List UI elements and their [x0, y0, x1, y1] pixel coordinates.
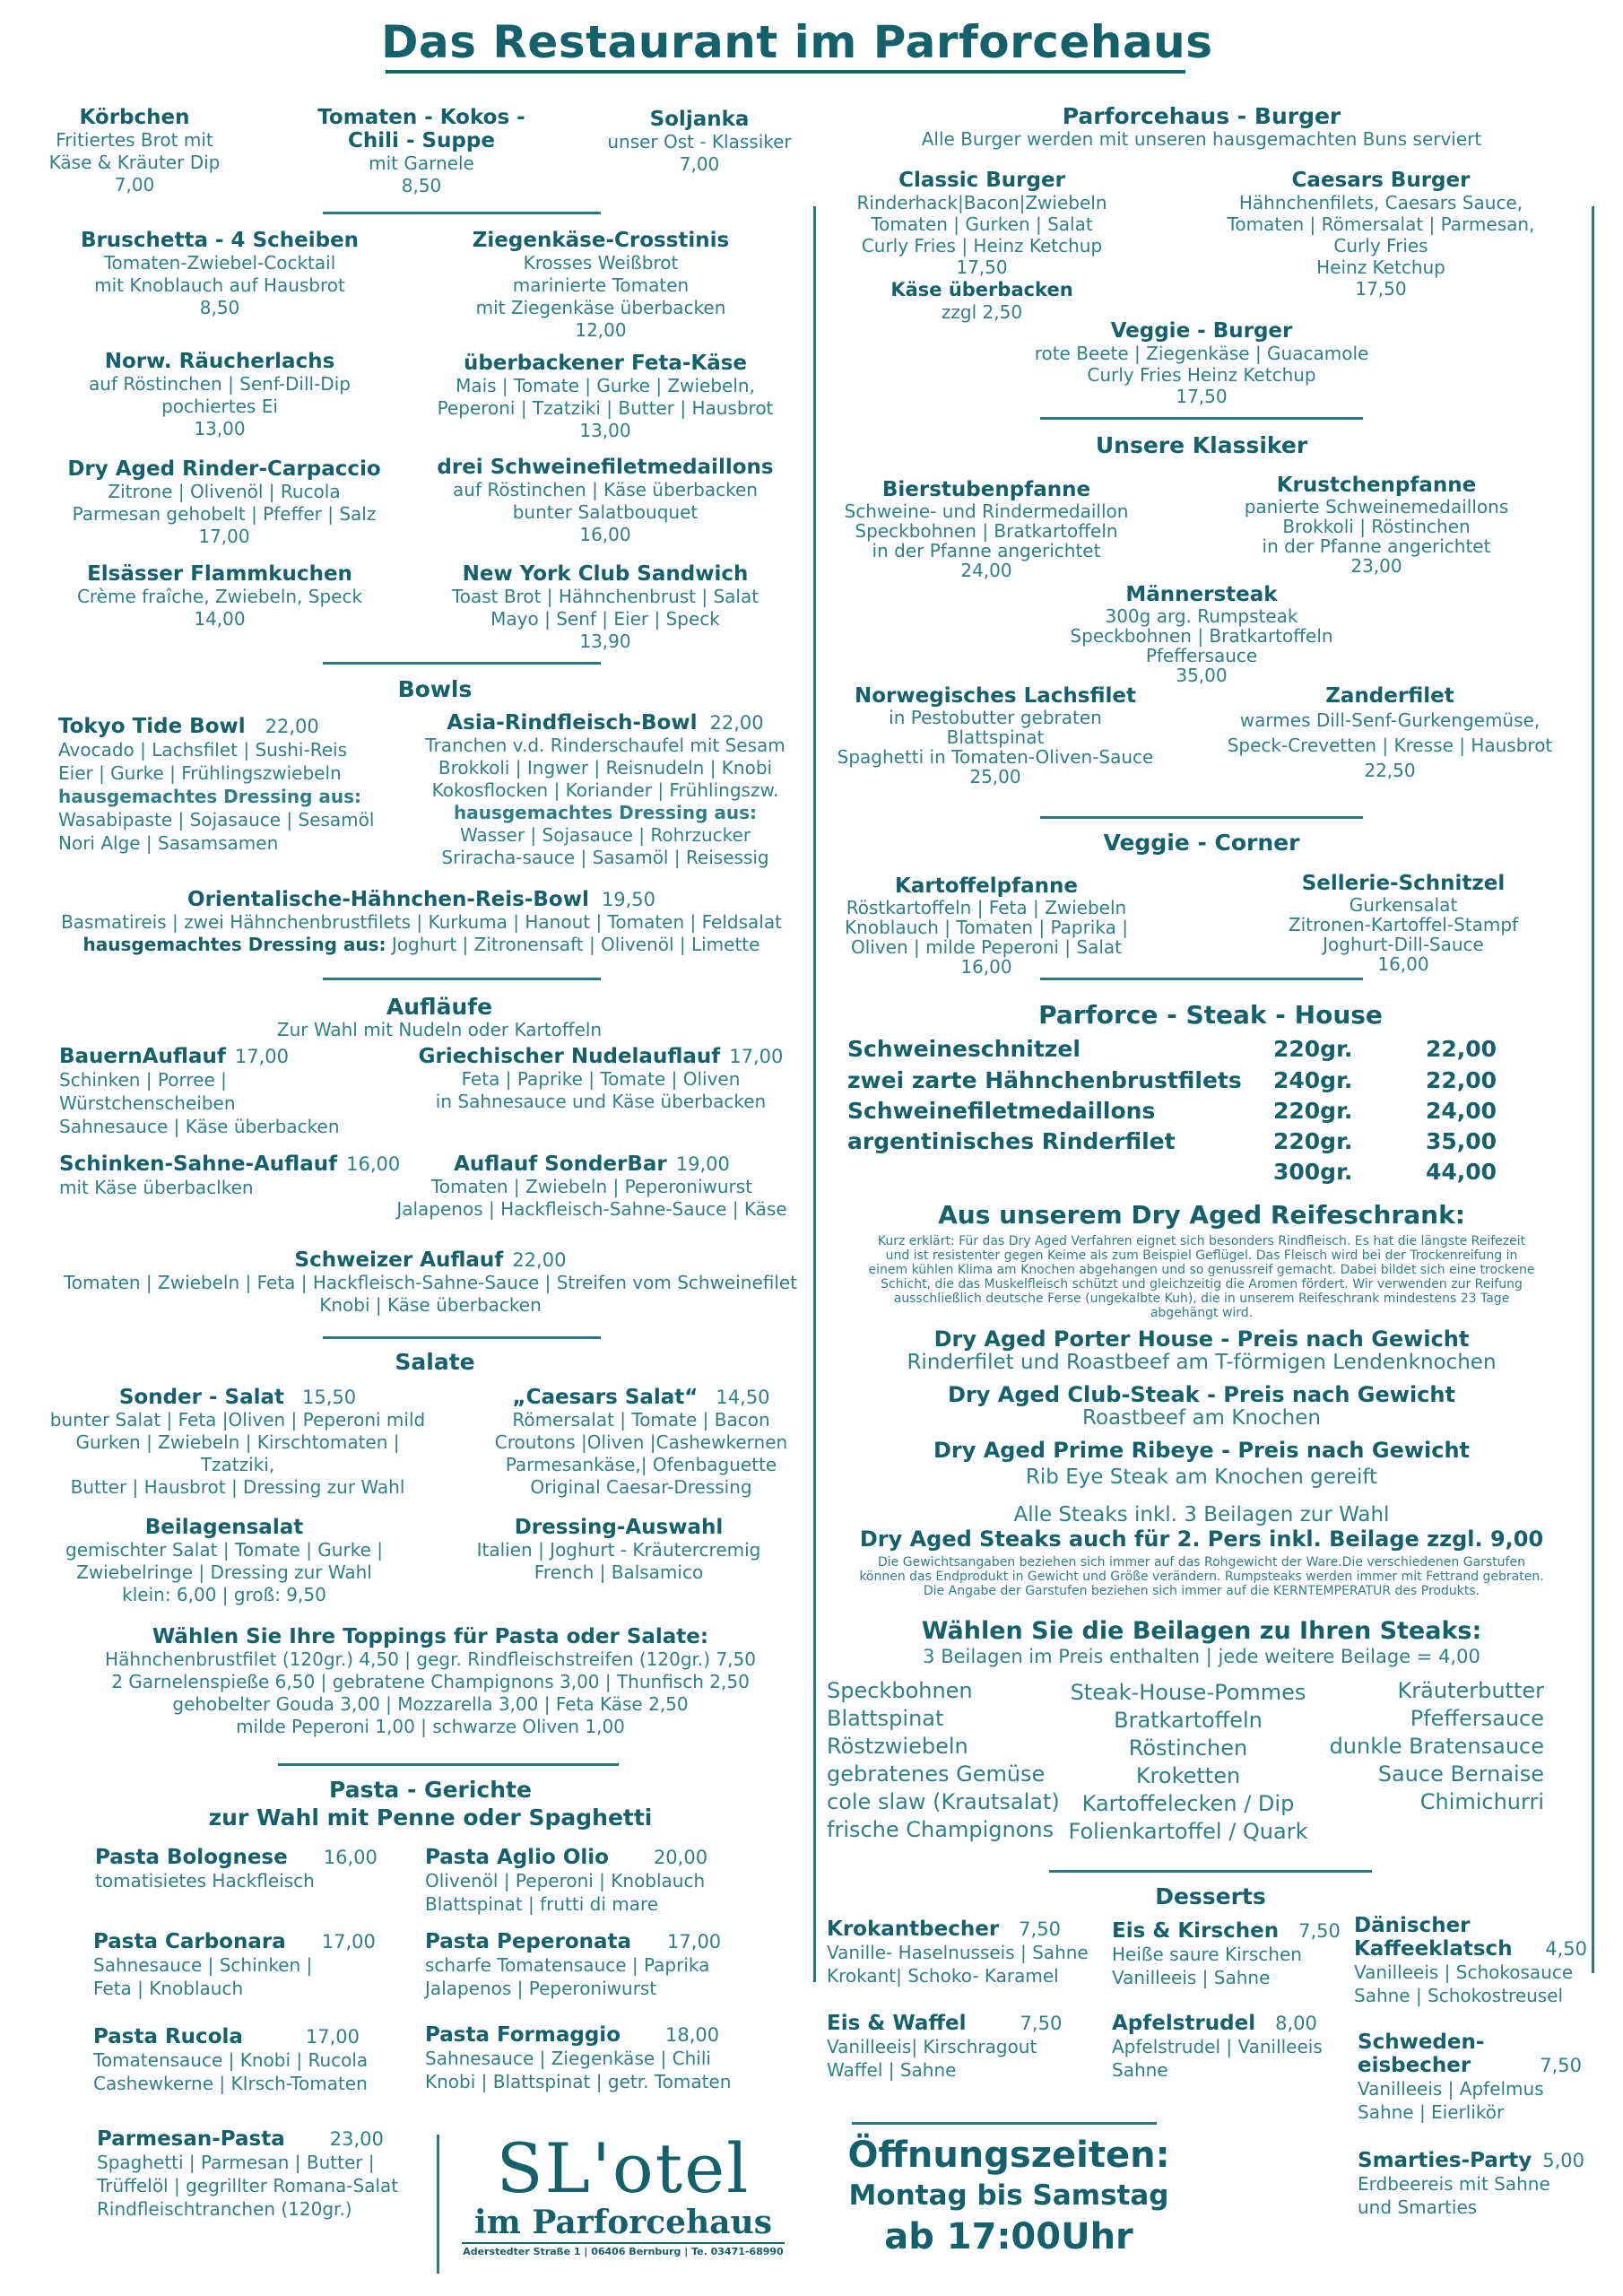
- steak-name: Schweineschnitzel: [847, 1036, 1081, 1062]
- item-price: 7,50: [1540, 2055, 1582, 2076]
- column-divider-left: [813, 206, 816, 1982]
- item-desc: Crème fraîche, Zwiebeln, Speck: [76, 586, 363, 607]
- item-desc: Roastbeef am Knochen: [1082, 1406, 1321, 1430]
- menu-item-sellerie-schnitzel: [1255, 872, 1551, 974]
- item-name: überbackener Feta-Käse: [463, 352, 748, 375]
- item-desc: Rinderfilet und Roastbeef am T-förmigen Lendenknochen: [907, 1351, 1497, 1374]
- item-name: Schweden- eisbecher: [1358, 2031, 1485, 2077]
- item-desc: Heiße saure Kirschen Vanilleeis | Sahne: [1112, 1944, 1302, 1988]
- section-rule: [1049, 1870, 1372, 1873]
- item-name: Soljanka: [649, 108, 750, 131]
- menu-item-dressing-auswahl: [457, 1516, 780, 1584]
- menu-item-pasta-peperonata: [425, 1930, 802, 2000]
- dessert-krokantbecher: [827, 1918, 1114, 1987]
- section-rule: [323, 212, 601, 214]
- dryaged-fineprint: Die Gewichtsangaben beziehen sich immer auf das Rohgewicht der Ware.Die verschiedenen Garstufen können das Endprodukt in Gewicht und Größe verändern. Rumpsteaks werden immer mit Fettrand gebraten. Die Angabe der Garstufen beziehen sich immer auf die KERNTEMPERATUR des Produkts.: [859, 1555, 1544, 1598]
- page-title: Das Restaurant im Parforcehaus: [381, 16, 1213, 68]
- item-name: Apfelstrudel: [1112, 2012, 1256, 2035]
- logo-subtitle: im Parforcehaus: [474, 2204, 772, 2241]
- menu-item-pasta-formaggio: [425, 2023, 802, 2093]
- item-price: 14,00: [194, 608, 246, 630]
- menu-item-bauernauflauf: [59, 1045, 400, 1138]
- item-price: 16,00: [579, 524, 631, 545]
- beilagen-heading: Wählen Sie die Beilagen zu Ihren Steaks:: [921, 1617, 1482, 1645]
- item-desc: Zitrone | Olivenöl | Rucola Parmesan gehobelt | Pfeffer | Salz: [72, 481, 377, 525]
- steak-row-price: 22,00: [1426, 1036, 1497, 1062]
- item-price: 22,00: [512, 1249, 567, 1271]
- section-rule: [1040, 816, 1363, 819]
- item-name: Männersteak: [1125, 583, 1278, 606]
- item-desc: Rib Eye Steak am Knochen gereift: [1025, 1465, 1378, 1489]
- note-beilagen: Alle Steaks inkl. 3 Beilagen zur Wahl: [1013, 1503, 1390, 1526]
- item-desc: Sahnesauce | Ziegenkäse | Chili Knobi | Blattspinat | getr. Tomaten: [425, 2048, 732, 2092]
- item-desc: Vanilleeis| Kirschragout Waffel | Sahne: [827, 2036, 1037, 2081]
- steak-name: argentinisches Rinderfilet: [847, 1128, 1176, 1154]
- item-name: Bierstubenpfanne: [881, 478, 1091, 501]
- beilagen-col-2: Steak-House-Pommes Bratkartoffeln Röstinchen Kroketten Kartoffelecken / Dip Folienkartoffel / Quark: [1068, 1680, 1308, 1844]
- item-name: Dressing-Auswahl: [514, 1516, 724, 1539]
- menu-item-pasta-carbonara: [93, 1930, 416, 2000]
- item-name: Sellerie-Schnitzel: [1301, 872, 1506, 895]
- steak-row-price: 44,00: [1426, 1159, 1497, 1185]
- item-price: 7,00: [679, 153, 720, 175]
- item-desc: Tranchen v.d. Rinderschaufel mit Sesam Brokkoli | Ingwer | Reisnudeln | Knobi Kokosflocken | Koriander | Frühlingszw.: [425, 735, 785, 801]
- item-name: Schweizer Auflauf: [294, 1248, 504, 1272]
- item-price: 7,00: [114, 174, 155, 196]
- menu-item-ziegenkaese: [430, 229, 771, 342]
- steak-row-weight: 220gr.: [1273, 1098, 1353, 1124]
- item-desc: Schinken | Porree | Würstchenscheiben Sahnesauce | Käse überbacken: [59, 1069, 340, 1137]
- item-name: Pasta Aglio Olio: [425, 1846, 609, 1869]
- logo-address: Aderstedter Straße 1 | 06406 Bernburg | Te. 03471-68990: [462, 2242, 785, 2257]
- item-name: Kartoffelpfanne: [895, 874, 1078, 898]
- item-name: Tokyo Tide Bowl: [58, 715, 246, 738]
- item-desc: Feta | Paprike | Tomate | Oliven in Sahnesauce und Käse überbacken: [435, 1068, 767, 1112]
- dryaged-clubsteak: [834, 1383, 1569, 1431]
- menu-item-caesars-salat: [493, 1386, 789, 1499]
- menu-item-pasta-aglio: [425, 1846, 802, 1916]
- item-name: Classic Burger: [898, 169, 1065, 192]
- item-price: 23,00: [1350, 555, 1402, 577]
- dessert-eis-waffel: [827, 2012, 1096, 2082]
- menu-item-kartoffelpfanne: [829, 874, 1143, 977]
- steak-row-weight: 220gr.: [1273, 1128, 1353, 1154]
- logo-brand: SL'otel: [496, 2128, 751, 2208]
- dessert-schwedeneisbecher: [1358, 2031, 1582, 2124]
- item-name: Orientalische-Hähnchen-Reis-Bowl: [187, 888, 589, 911]
- item-name: Pasta Rucola: [93, 2025, 243, 2048]
- section-subtitle: Zur Wahl mit Nudeln oder Kartoffeln: [276, 1019, 603, 1040]
- menu-item-schweizer-auflauf: [54, 1248, 807, 1317]
- section-subtitle: zur Wahl mit Penne oder Spaghetti: [208, 1805, 653, 1831]
- section-subtitle: Alle Burger werden mit unseren hausgemachten Buns serviert: [921, 128, 1482, 150]
- dryaged-ribeye: [834, 1439, 1569, 1493]
- title-underline: [386, 70, 1185, 74]
- item-name: „Caesars Salat“: [512, 1386, 699, 1409]
- item-desc: Erdbeereis mit Sahne und Smarties: [1358, 2173, 1550, 2218]
- item-name: Pasta Carbonara: [93, 1930, 286, 1953]
- item-desc: Tomaten | Zwiebeln | Peperoniwurst Jalapenos | Hackfleisch-Sahne-Sauce | Käse: [396, 1176, 787, 1220]
- dressing-desc: Joghurt | Zitronensaft | Olivenöl | Limette: [391, 934, 760, 955]
- item-price: 17,50: [956, 257, 1008, 278]
- item-name: drei Schweinefiletmedaillons: [437, 456, 774, 479]
- item-price: 17,00: [729, 1046, 784, 1067]
- dessert-kaffeeklatsch: [1354, 1914, 1587, 2007]
- section-heading-dryaged: Aus unserem Dry Aged Reifeschrank:: [938, 1200, 1465, 1230]
- item-price: 7,50: [1019, 1918, 1061, 1940]
- dessert-eis-kirschen: [1112, 1919, 1345, 1989]
- item-price: 4,50: [1545, 1938, 1587, 1960]
- dryaged-note: [834, 1503, 1569, 1551]
- item-desc: Fritiertes Brot mit Käse & Kräuter Dip: [48, 129, 221, 173]
- extra-price: zzgl 2,50: [941, 301, 1023, 323]
- item-name: Norwegisches Lachsfilet: [855, 684, 1136, 708]
- item-price: 18,00: [665, 2024, 720, 2046]
- steak-row-price: 35,00: [1426, 1128, 1497, 1154]
- menu-item-maennersteak: [1031, 583, 1372, 685]
- item-price: 22,00: [709, 712, 764, 734]
- item-price: 5,00: [1542, 2150, 1584, 2171]
- item-desc: bunter Salat | Feta |Oliven | Peperoni mild Gurken | Zwiebeln | Kirschtomaten | Tzatziki, Butter | Hausbrot | Dressing zur Wahl: [49, 1409, 426, 1498]
- beilagen-subtitle: 3 Beilagen im Preis enthalten | jede weitere Beilage = 4,00: [923, 1646, 1480, 1667]
- section-title: Parforcehaus - Burger: [1062, 103, 1341, 129]
- opening-rule: [852, 2122, 1157, 2125]
- steak-row-price: 24,00: [1426, 1098, 1497, 1124]
- item-price: 25,00: [969, 766, 1021, 787]
- item-price: 22,50: [1364, 760, 1416, 781]
- item-desc: mit Garnele: [369, 152, 474, 174]
- menu-item-medaillons: [421, 456, 789, 546]
- menu-item-auflauf-sonderbar: [386, 1152, 798, 1221]
- menu-item-sandwich: [430, 562, 780, 653]
- item-name: Eis & Kirschen: [1112, 1919, 1280, 1943]
- opening-time: ab 17:00Uhr: [884, 2216, 1133, 2257]
- menu-item-carpaccio: [49, 457, 399, 548]
- item-desc: Olivenöl | Peperoni | Knoblauch Blattspinat | frutti di mare: [425, 1870, 706, 1915]
- dressing-label: hausgemachtes Dressing aus:: [58, 786, 362, 807]
- item-desc: Mais | Tomate | Gurke | Zwiebeln, Peperoni | Tzatziki | Butter | Hausbrot: [437, 375, 774, 419]
- item-desc: 300g arg. Rumpsteak Speckbohnen | Bratkartoffeln Pfeffersauce: [1070, 605, 1333, 666]
- item-price: 7,50: [1298, 1920, 1341, 1942]
- item-price: 12,00: [575, 319, 627, 341]
- opening-hours: [834, 2122, 1184, 2260]
- item-price: 19,50: [601, 889, 655, 910]
- item-price: 22,00: [265, 716, 319, 737]
- steak-row: [847, 1128, 1176, 1154]
- dressing-label: hausgemachtes Dressing aus:: [453, 802, 758, 823]
- menu-item-classic-burger: [838, 169, 1125, 323]
- steak-row-weight: 300gr.: [1273, 1159, 1353, 1185]
- menu-item-schinken-sahne-auflauf: [59, 1152, 418, 1199]
- item-desc: Tomatensauce | Knobi | Rucola Cashewkerne | KIrsch-Tomaten: [93, 2049, 369, 2094]
- dessert-apfelstrudel: [1112, 2012, 1345, 2082]
- menu-item-lachs: [54, 350, 386, 440]
- item-price: 17,00: [305, 2026, 360, 2048]
- menu-item-beilagensalat: [54, 1516, 395, 1606]
- item-name: Sonder - Salat: [118, 1386, 285, 1409]
- item-price: 7,50: [1020, 2013, 1063, 2034]
- item-desc: mit Käse überbaclken: [59, 1177, 254, 1198]
- item-desc: tomatisietes Hackfleisch: [95, 1870, 315, 1892]
- steak-row-weight: 220gr.: [1273, 1036, 1353, 1062]
- item-name: Caesars Burger: [1291, 169, 1471, 192]
- beilagen-col-1: Speckbohnen Blattspinat Röstzwiebeln gebratenes Gemüse cole slaw (Krautsalat) frische Champignons: [827, 1678, 1060, 1842]
- item-name: Dänischer Kaffeeklatsch: [1354, 1914, 1513, 1961]
- dressing-label: hausgemachtes Dressing aus:: [82, 934, 386, 955]
- item-name: Dry Aged Club-Steak - Preis nach Gewicht: [948, 1382, 1455, 1407]
- item-desc: auf Röstinchen | Senf-Dill-Dip pochiertes Ei: [89, 373, 351, 417]
- section-heading-veggie: Veggie - Corner: [1103, 830, 1300, 856]
- menu-item-koerbchen: [36, 106, 233, 196]
- item-desc: Toast Brot | Hähnchenbrust | Salat Mayo | Senf | Eier | Speck: [451, 586, 759, 630]
- item-price: 24,00: [960, 560, 1012, 581]
- item-price: 13,90: [579, 631, 631, 652]
- item-price: 14,50: [716, 1387, 770, 1408]
- extra-name: Käse überbacken: [890, 279, 1073, 300]
- section-title: Pasta - Gerichte: [329, 1777, 532, 1803]
- item-name: Zanderfilet: [1325, 684, 1454, 708]
- steak-row: [847, 1067, 1242, 1093]
- section-heading-steakhouse: Parforce - Steak - House: [1038, 1000, 1383, 1030]
- item-name: Bruschetta - 4 Scheiben: [80, 229, 360, 252]
- item-desc: Spaghetti | Parmesan | Butter | Trüffelöl | gegrillter Romana-Salat Rindfleischtranchen (120gr.): [97, 2152, 399, 2220]
- item-desc: Italien | Joghurt - Kräutercremig French | Balsamico: [476, 1539, 761, 1583]
- menu-item-bierstubenpfanne: [838, 478, 1134, 580]
- menu-item-tokyo-bowl: [58, 715, 399, 855]
- item-desc: rote Beete | Ziegenkäse | Guacamole Curly Fries Heinz Ketchup: [1034, 343, 1369, 386]
- section-heading-auflaeufe: [224, 994, 655, 1039]
- section-heading-burger: [852, 103, 1551, 149]
- item-price: 15,50: [302, 1387, 357, 1408]
- item-name: BauernAuflauf: [59, 1045, 226, 1068]
- beilagen-heading-block: [834, 1617, 1569, 1668]
- section-heading-pasta: [135, 1776, 726, 1831]
- item-desc: Rinderhack|Bacon|Zwiebeln Tomaten | Gurken | Salat Curly Fries | Heinz Ketchup: [856, 192, 1107, 257]
- steak-row: [847, 1036, 1081, 1062]
- dryaged-porterhouse: [834, 1327, 1569, 1375]
- item-desc: unser Ost - Klassiker: [607, 131, 792, 152]
- toppings-block: [54, 1625, 807, 1738]
- menu-item-sonder-salat: [49, 1386, 426, 1499]
- item-name: Asia-Rindfleisch-Bowl: [447, 711, 698, 735]
- item-desc: Hähnchenfilets, Caesars Sauce, Tomaten | Römersalat | Parmesan, Curly Fries Heinz Ketchup: [1227, 192, 1535, 278]
- item-name: Pasta Bolognese: [95, 1846, 288, 1869]
- menu-item-bruschetta: [54, 229, 386, 319]
- item-desc: Gurkensalat Zitronen-Kartoffel-Stampf Joghurt-Dill-Sauce: [1288, 894, 1519, 955]
- item-desc: auf Röstinchen | Käse überbacken bunter Salatbouquet: [453, 479, 758, 523]
- item-name: Krokantbecher: [827, 1918, 1000, 1941]
- dryaged-explanation: Kurz erklärt: Für das Dry Aged Verfahren eignet sich besonders Rindfleisch. Es hat die längste Reifezeit und ist resistenter gegen Keime als zum Beispiel Geflügel. Das Fleisch wird bei der Trockenreifung in einem kühlen Klima am Knochen abgehangen und so genussreif gemacht. Dabei bildet sich eine trockene Schicht, die das Muskelfleisch schützt und gleichzeitig die Aromen fördert. Wir verwenden zur Reifung ausschließlich deutsche Ferse (ungekalbte Kuh), die in unserem Reifeschrank mindestens 23 Tage abgehängt wird.: [868, 1234, 1535, 1320]
- steak-row-weight: 240gr.: [1273, 1067, 1353, 1093]
- item-desc: Krosses Weißbrot marinierte Tomaten mit Ziegenkäse überbacken: [475, 252, 726, 318]
- item-desc: in Pestobutter gebraten Blattspinat Spaghetti in Tomaten-Oliven-Sauce: [837, 707, 1154, 768]
- item-price: 19,00: [675, 1153, 730, 1175]
- menu-item-soljanka: [592, 108, 807, 176]
- menu-item-zanderfilet: [1206, 684, 1574, 783]
- item-name: Beilagensalat: [144, 1516, 304, 1539]
- section-heading-salate: Salate: [395, 1349, 475, 1375]
- section-rule: [278, 1763, 619, 1766]
- section-heading-bowls: Bowls: [397, 676, 473, 702]
- item-desc: Schweine- und Rindermedaillon Speckbohnen | Bratkartoffeln in der Pfanne angerichtet: [844, 500, 1129, 561]
- item-desc: Röstkartoffeln | Feta | Zwiebeln Knoblauch | Tomaten | Paprika | Oliven | milde Peperoni | Salat: [845, 897, 1128, 958]
- menu-item-caesars-burger: [1211, 169, 1551, 300]
- item-name: Dry Aged Porter House - Preis nach Gewicht: [933, 1326, 1470, 1352]
- steak-name: Schweinefiletmedaillons: [847, 1098, 1156, 1124]
- steak-row: [847, 1098, 1155, 1124]
- item-desc: Vanilleeis | Apfelmus Sahne | Eierlikör: [1358, 2078, 1544, 2123]
- steak-row-price: 22,00: [1426, 1067, 1497, 1093]
- item-price: 16,00: [323, 1847, 378, 1868]
- item-desc: Apfelstrudel | Vanilleeis Sahne: [1112, 2036, 1323, 2081]
- item-name: Griechischer Nudelauflauf: [418, 1045, 721, 1068]
- item-price: 17,00: [234, 1046, 289, 1067]
- item-price: 17,50: [1355, 278, 1407, 300]
- note-zwei-personen: Dry Aged Steaks auch für 2. Pers inkl. Beilage zzgl. 9,00: [859, 1526, 1544, 1552]
- menu-item-veggie-burger: [1004, 319, 1399, 407]
- beilagen-col-3: Kräuterbutter Pfeffersauce dunkle Bratensauce Sauce Bernaise Chimichurri: [1329, 1678, 1544, 1814]
- opening-days: Montag bis Samstag: [848, 2179, 1169, 2212]
- item-name: Schinken-Sahne-Auflauf: [59, 1152, 338, 1176]
- item-desc: gemischter Salat | Tomate | Gurke | Zwiebelringe | Dressing zur Wahl klein: 6,00 | groß: 9,50: [65, 1539, 383, 1605]
- section-rule: [323, 1336, 601, 1339]
- item-name: Dry Aged Prime Ribeye - Preis nach Gewicht: [933, 1438, 1471, 1463]
- item-price: 23,00: [329, 2128, 384, 2150]
- dressing-desc: Wasser | Sojasauce | Rohrzucker Sriracha-sauce | Sasamöl | Reisessig: [441, 824, 769, 868]
- section-rule: [323, 978, 601, 980]
- item-price: 20,00: [653, 1847, 708, 1868]
- item-desc: scharfe Tomatensauce | Paprika Jalapenos | Peperoniwurst: [425, 1954, 710, 1999]
- section-title: Aufläufe: [386, 994, 493, 1020]
- item-price: 8,50: [199, 297, 240, 318]
- item-name: Auflauf SonderBar: [454, 1152, 667, 1176]
- item-price: 16,00: [346, 1153, 401, 1175]
- item-price: 8,00: [1275, 2013, 1317, 2034]
- menu-item-flammkuchen: [54, 562, 386, 631]
- menu-item-pasta-rucola: [93, 2025, 416, 2095]
- steak-name: zwei zarte Hähnchenbrustfilets: [847, 1067, 1242, 1093]
- section-rule: [323, 662, 601, 665]
- menu-item-krustchenpfanne: [1228, 474, 1524, 576]
- menu-item-suppe: [296, 106, 547, 197]
- item-name: Pasta Formaggio: [425, 2023, 621, 2047]
- item-price: 17,00: [198, 526, 250, 547]
- item-price: 17,00: [321, 1931, 376, 1952]
- item-desc: Basmatireis | zwei Hähnchenbrustfilets | Kurkuma | Hanout | Tomaten | Feldsalat: [61, 911, 782, 933]
- item-name: Eis & Waffel: [827, 2012, 967, 2035]
- item-name: Tomaten - Kokos - Chili - Suppe: [317, 106, 525, 152]
- dessert-smarties: [1358, 2149, 1591, 2219]
- item-price: 8,50: [401, 175, 442, 196]
- item-name: Ziegenkäse-Crosstinis: [472, 229, 730, 252]
- item-price: 13,00: [579, 420, 631, 441]
- menu-item-orient-bowl: [45, 888, 798, 956]
- section-heading-klassiker: Unsere Klassiker: [1095, 432, 1308, 458]
- menu-item-pasta-bolognese: [95, 1846, 418, 1892]
- item-name: Veggie - Burger: [1110, 319, 1293, 343]
- item-desc: Vanilleeis | Schokosauce Sahne | Schokostreusel: [1354, 1961, 1574, 2006]
- menu-item-griechischer-auflauf: [412, 1045, 789, 1113]
- item-desc: Sahnesauce | Schinken | Feta | Knoblauch: [93, 1954, 313, 1999]
- item-desc: Vanille- Haselnusseis | Sahne Krokant| Schoko- Karamel: [827, 1942, 1089, 1987]
- menu-item-lachsfilet: [829, 684, 1161, 787]
- item-name: Krustchenpfanne: [1276, 474, 1477, 497]
- item-name: Elsässer Flammkuchen: [87, 562, 352, 586]
- item-price: 16,00: [960, 956, 1012, 978]
- toppings-heading: Wählen Sie Ihre Toppings für Pasta oder Salate:: [152, 1625, 709, 1648]
- item-price: 13,00: [194, 418, 246, 439]
- section-rule: [1040, 417, 1363, 420]
- item-desc: Tomaten-Zwiebel-Cocktail mit Knoblauch auf Hausbrot: [94, 252, 345, 296]
- item-name: Parmesan-Pasta: [97, 2127, 285, 2151]
- item-name: Körbchen: [79, 106, 190, 129]
- item-desc: warmes Dill-Senf-Gurkengemüse, Speck-Crevetten | Kresse | Hausbrot: [1227, 709, 1553, 756]
- item-price: 17,00: [667, 1931, 722, 1952]
- column-divider-right: [1592, 206, 1594, 1973]
- item-name: Pasta Peperonata: [425, 1930, 632, 1953]
- section-heading-desserts: Desserts: [1155, 1883, 1266, 1909]
- menu-item-parmesan-pasta: [97, 2127, 420, 2221]
- section-rule: [1040, 978, 1363, 980]
- toppings-desc: Hähnchenbrustfilet (120gr.) 4,50 | gegr. Rindfleischstreifen (120gr.) 7,50 2 Garnelenspieße 6,50 | gebratene Champignons 3,00 | Thunfisch 2,50 gehobelter Gouda 3,00 | Mozzarella 3,00 | Feta Käse 2,50 milde Peperoni 1,00 | schwarze Oliven 1,00: [105, 1648, 756, 1737]
- hotel-logo: [453, 2128, 794, 2267]
- dressing-desc: Wasabipaste | Sojasauce | Sesamöl Nori Alge | Sasamsamen: [58, 809, 375, 854]
- item-name: Dry Aged Rinder-Carpaccio: [67, 457, 381, 481]
- item-name: Norw. Räucherlachs: [104, 350, 335, 373]
- item-desc: Römersalat | Tomate | Bacon Croutons |Oliven |Cashewkernen Parmesankäse,| Ofenbaguette Original Caesar-Dressing: [494, 1409, 788, 1498]
- menu-item-feta: [421, 352, 789, 442]
- item-desc: Avocado | Lachsfilet | Sushi-Reis Eier | Gurke | Frühlingszwiebeln: [58, 739, 347, 784]
- logo-divider: [437, 2135, 439, 2274]
- item-price: 16,00: [1377, 953, 1429, 975]
- opening-heading: Öffnungszeiten:: [847, 2135, 1170, 2176]
- item-desc: panierte Schweinemedaillons Brokkoli | Röstinchen in der Pfanne angerichtet: [1244, 496, 1509, 557]
- item-price: 17,50: [1176, 386, 1228, 407]
- menu-item-asia-bowl: [412, 711, 798, 869]
- item-name: Smarties-Party: [1358, 2149, 1532, 2172]
- item-desc: Tomaten | Zwiebeln | Feta | Hackfleisch-Sahne-Sauce | Streifen vom Schweinefilet Knobi | Käse überbacken: [63, 1272, 798, 1316]
- item-name: New York Club Sandwich: [462, 562, 749, 586]
- item-price: 35,00: [1176, 665, 1228, 686]
